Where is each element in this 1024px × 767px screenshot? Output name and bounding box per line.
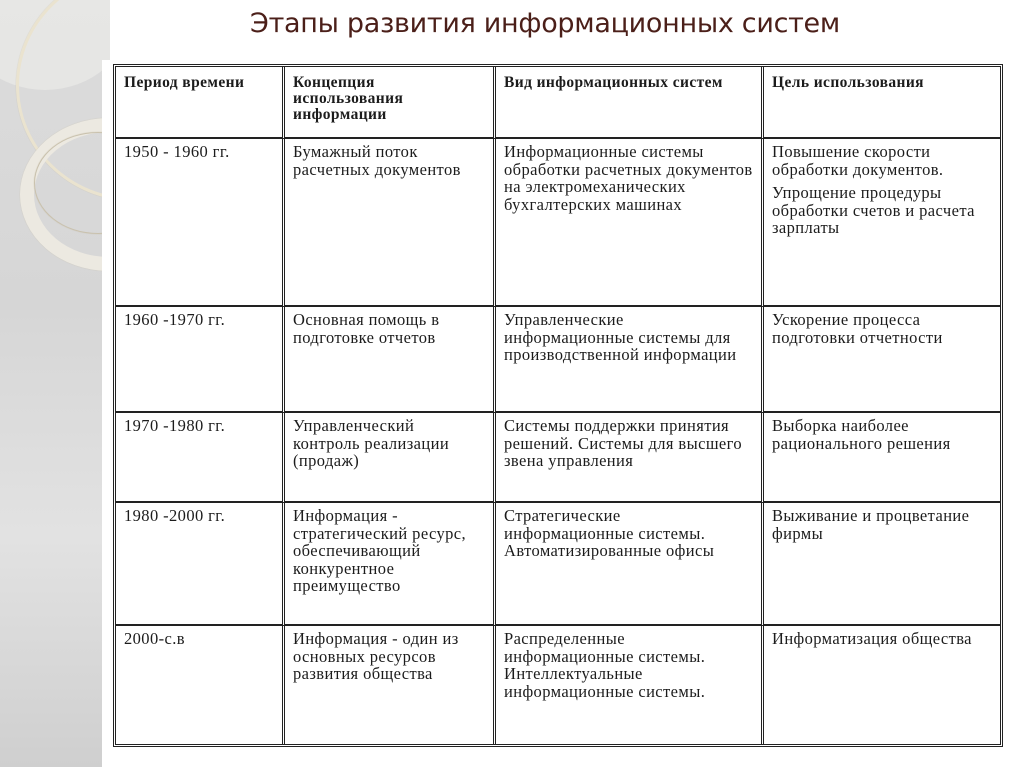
table-row bbox=[116, 139, 1000, 307]
cell-concept: Информация - один из основных ресурсов развития общества bbox=[285, 626, 496, 744]
cell-goal bbox=[764, 139, 1000, 307]
cell-goal: Выборка наиболее рационального решения bbox=[764, 413, 1000, 503]
decorative-side-strip bbox=[0, 0, 110, 767]
table-row bbox=[116, 413, 1000, 503]
cell-goal: Выживание и процветание фирмы bbox=[764, 503, 1000, 626]
cell-concept: Основная помощь в подготовке отчетов bbox=[285, 307, 496, 413]
table-row bbox=[116, 307, 1000, 413]
cell-goal: Информатизация общества bbox=[772, 629, 972, 648]
cell-period: 1950 - 1960 гг. bbox=[116, 139, 285, 307]
slide-title: Этапы развития информационных систем bbox=[250, 8, 840, 39]
cell-concept: Информация - стратегический ресурс, обеспечивающий конкурентное преимущество bbox=[285, 503, 496, 626]
cell-period: 1970 -1980 гг. bbox=[116, 413, 285, 503]
header-period: Период времени bbox=[116, 67, 285, 139]
cell-system-type: Системы поддержки принятия решений. Системы для высшего звена управления bbox=[496, 413, 764, 503]
goal-text: Повышение скорости обработки документов. bbox=[772, 142, 944, 179]
header-system-type: Вид информационных систем bbox=[496, 67, 764, 139]
goal-text-2: Упрощение процедуры обработки счетов и расчета зарплаты bbox=[772, 183, 975, 237]
header-goal: Цель использования bbox=[764, 67, 1000, 139]
cell-concept: Управленческий контроль реализации (продаж) bbox=[285, 413, 496, 503]
stages-table bbox=[113, 64, 1003, 747]
cell-system-type: Распределенные информационные системы. Интеллектуальные информационные системы. bbox=[496, 626, 764, 744]
cell-system-type: Управленческие информационные системы для производственной информации bbox=[496, 307, 764, 413]
table-row bbox=[116, 503, 1000, 626]
table-header-row bbox=[116, 67, 1000, 139]
header-concept: Концепция использования информации bbox=[285, 67, 496, 139]
cell-system-type: Информационные системы обработки расчетных документов на электромеханических бухгалтерских машинах bbox=[496, 139, 764, 307]
cell-system-type: Стратегические информационные системы. Автоматизированные офисы bbox=[496, 503, 764, 626]
cell-goal: Ускорение процесса подготовки отчетности bbox=[764, 307, 1000, 413]
cell-concept: Бумажный поток расчетных документов bbox=[285, 139, 496, 307]
table-row bbox=[116, 626, 1000, 744]
cell-period: 1960 -1970 гг. bbox=[116, 307, 285, 413]
cell-period: 1980 -2000 гг. bbox=[116, 503, 285, 626]
cell-period: 2000-с.в bbox=[116, 626, 285, 744]
